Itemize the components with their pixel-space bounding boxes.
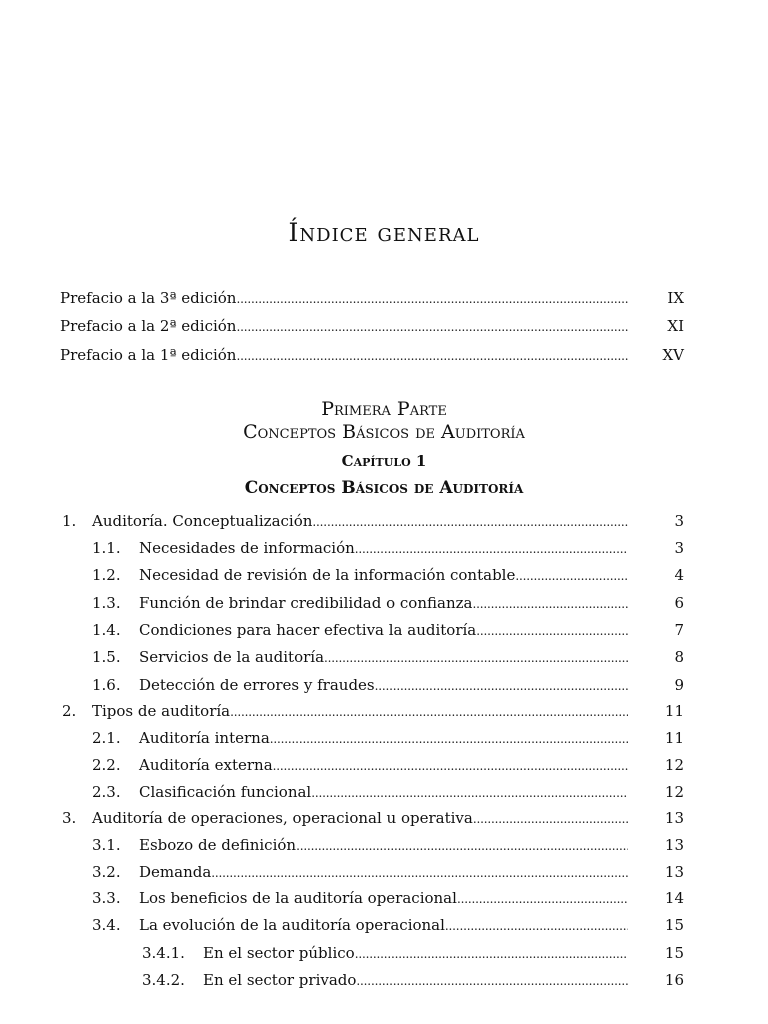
toc-entry xyxy=(92,562,628,588)
toc-preface-page: XI xyxy=(667,317,684,335)
toc-entry-label: La evolución de la auditoría operacional xyxy=(139,916,445,934)
leader-dots xyxy=(515,562,628,589)
toc-preface-row xyxy=(60,285,628,311)
toc-preface-row xyxy=(60,342,628,368)
leader-dots xyxy=(311,779,628,806)
toc-entry-page: 4 xyxy=(674,566,684,584)
toc-entry-page: 13 xyxy=(664,863,684,881)
leader-dots xyxy=(236,342,628,369)
toc-entry-number: 2.2. xyxy=(92,756,121,774)
toc-preface-label: Prefacio a la 2ª edición xyxy=(60,317,237,335)
leader-dots xyxy=(230,698,628,725)
toc-entry-label: En el sector público xyxy=(203,944,355,962)
leader-dots xyxy=(355,535,628,562)
toc-entry-label: Auditoría interna xyxy=(139,729,270,747)
leader-dots xyxy=(445,912,628,939)
toc-entry-label: Necesidad de revisión de la información contable xyxy=(139,566,516,584)
leader-dots xyxy=(355,940,628,967)
toc-entry-number: 1.1. xyxy=(92,539,121,557)
toc-entry xyxy=(92,752,628,778)
toc-entry-number: 3. xyxy=(62,809,77,827)
toc-entry-number: 1.2. xyxy=(92,566,121,584)
toc-entry-page: 13 xyxy=(664,836,684,854)
toc-preface-page: XV xyxy=(662,346,684,364)
toc-entry-label: Auditoría de operaciones, operacional u operativa xyxy=(92,809,473,827)
toc-entry-page: 7 xyxy=(674,621,684,639)
toc-entry xyxy=(92,912,628,938)
toc-entry-page: 6 xyxy=(674,594,684,612)
toc-entry xyxy=(62,698,628,724)
page-title: Índice general xyxy=(288,218,480,247)
toc-entry-label: Función de brindar credibilidad o confianza xyxy=(139,594,473,612)
toc-entry-page: 13 xyxy=(664,809,684,827)
toc-entry xyxy=(142,940,628,966)
toc-entry xyxy=(92,590,628,616)
toc-entry-number: 3.4. xyxy=(92,916,121,934)
toc-entry-number: 2. xyxy=(62,702,77,720)
leader-dots xyxy=(296,832,628,859)
toc-entry-label: Auditoría. Conceptualización xyxy=(92,512,313,530)
toc-entry-label: Necesidades de información xyxy=(139,539,355,557)
toc-entry xyxy=(92,832,628,858)
toc-entry-number: 1.3. xyxy=(92,594,121,612)
toc-entry-page: 12 xyxy=(664,783,684,801)
toc-entry-label: En el sector privado xyxy=(203,971,357,989)
toc-entry xyxy=(142,967,628,993)
leader-dots xyxy=(324,644,628,671)
toc-entry-label: Servicios de la auditoría xyxy=(139,648,325,666)
leader-dots xyxy=(211,859,628,886)
toc-entry xyxy=(92,617,628,643)
toc-entry-label: Esbozo de definición xyxy=(139,836,297,854)
toc-entry-page: 11 xyxy=(664,729,684,747)
toc-entry-label: Condiciones para hacer efectiva la auditoría xyxy=(139,621,477,639)
leader-dots xyxy=(356,967,628,994)
toc-entry-page: 11 xyxy=(664,702,684,720)
part-subheading: Conceptos Básicos de Auditoría xyxy=(243,421,525,443)
chapter-number: Capítulo 1 xyxy=(341,452,427,470)
toc-preface-label: Prefacio a la 3ª edición xyxy=(60,289,237,307)
toc-entry-number: 2.1. xyxy=(92,729,121,747)
part-heading: Primera Parte xyxy=(321,398,447,420)
toc-entry-page: 14 xyxy=(664,889,684,907)
toc-entry-page: 9 xyxy=(674,676,684,694)
leader-dots xyxy=(236,285,628,312)
leader-dots xyxy=(312,508,628,535)
toc-preface-page: IX xyxy=(667,289,684,307)
toc-entry xyxy=(92,779,628,805)
toc-entry-number: 1.5. xyxy=(92,648,121,666)
toc-entry-label: Tipos de auditoría xyxy=(92,702,231,720)
toc-entry xyxy=(62,508,628,534)
toc-entry xyxy=(92,859,628,885)
toc-entry xyxy=(92,725,628,751)
toc-entry-page: 15 xyxy=(664,916,684,934)
toc-entry-page: 15 xyxy=(664,944,684,962)
toc-entry xyxy=(92,535,628,561)
toc-entry-page: 3 xyxy=(674,539,684,557)
toc-entry-number: 2.3. xyxy=(92,783,121,801)
toc-entry-number: 1.4. xyxy=(92,621,121,639)
toc-entry-number: 3.2. xyxy=(92,863,121,881)
toc-entry-number: 3.1. xyxy=(92,836,121,854)
toc-entry-label: Los beneficios de la auditoría operacional xyxy=(139,889,457,907)
toc-entry-page: 12 xyxy=(664,756,684,774)
toc-entry-number: 3.3. xyxy=(92,889,121,907)
leader-dots xyxy=(473,805,628,832)
chapter-title: Conceptos Básicos de Auditoría xyxy=(244,478,524,498)
toc-entry-page: 8 xyxy=(674,648,684,666)
leader-dots xyxy=(375,672,628,699)
toc-entry xyxy=(92,885,628,911)
toc-entry-number: 3.4.1. xyxy=(142,944,185,962)
toc-entry-page: 3 xyxy=(674,512,684,530)
toc-entry xyxy=(92,644,628,670)
toc-entry-label: Auditoría externa xyxy=(139,756,273,774)
leader-dots xyxy=(270,725,628,752)
toc-entry xyxy=(92,672,628,698)
toc-preface-label: Prefacio a la 1ª edición xyxy=(60,346,237,364)
toc-entry-number: 3.4.2. xyxy=(142,971,185,989)
toc-entry-label: Demanda xyxy=(139,863,212,881)
toc-entry-number: 1. xyxy=(62,512,77,530)
leader-dots xyxy=(472,590,628,617)
toc-entry-number: 1.6. xyxy=(92,676,121,694)
leader-dots xyxy=(457,885,628,912)
leader-dots xyxy=(476,617,628,644)
leader-dots xyxy=(273,752,628,779)
toc-entry-label: Clasificación funcional xyxy=(139,783,312,801)
toc-entry xyxy=(62,805,628,831)
toc-preface-row xyxy=(60,313,628,339)
toc-entry-page: 16 xyxy=(664,971,684,989)
leader-dots xyxy=(236,313,628,340)
toc-entry-label: Detección de errores y fraudes xyxy=(139,676,375,694)
